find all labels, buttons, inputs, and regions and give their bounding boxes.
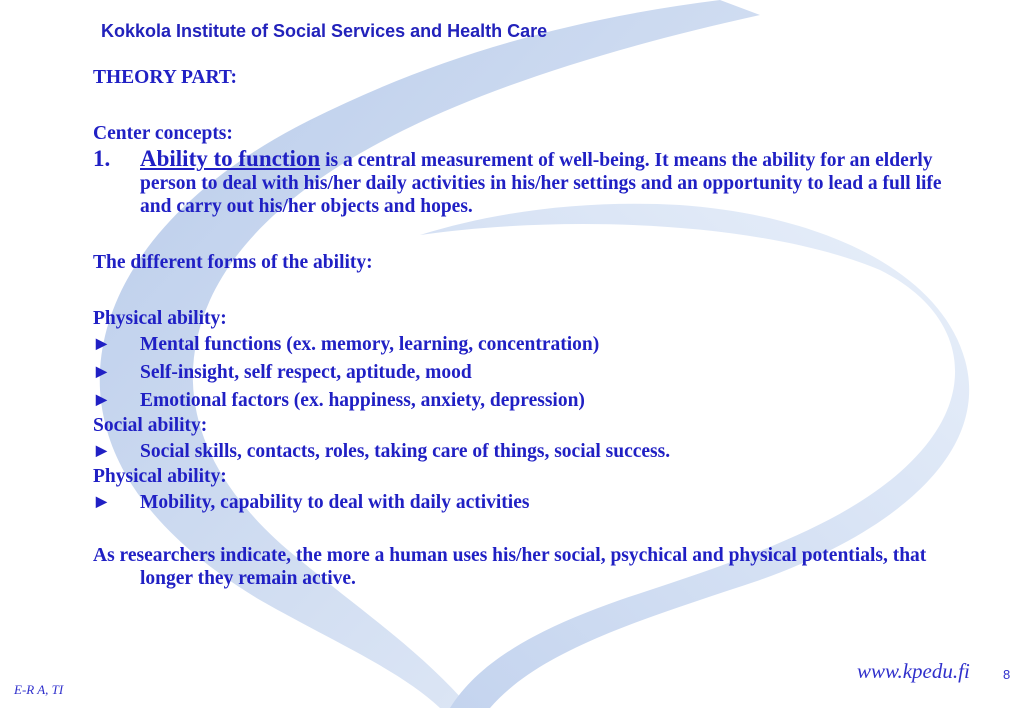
physical-ability-label-2: Physical ability: xyxy=(93,466,227,487)
item-number: 1. xyxy=(93,146,111,171)
forms-heading: The different forms of the ability: xyxy=(93,252,373,273)
numbered-item-1 xyxy=(93,147,973,218)
physical-ability-label: Physical ability: xyxy=(93,308,227,329)
list-item xyxy=(93,488,973,516)
item-body xyxy=(140,147,973,218)
theory-heading: THEORY PART: xyxy=(93,67,237,88)
item-description: is a central measurement of well-being. It means the ability for an elderly person to deal with his/her daily activities in his/her settings and an opportunity to lead a full life and carry out his/her objects and hopes. xyxy=(140,150,942,217)
conclusion-paragraph: As researchers indicate, the more a human uses his/her social, psychical and physical potentials, that longer they remain active. xyxy=(93,545,927,589)
right-triangle-bullet-icon: ▶ xyxy=(96,494,107,510)
bullet-text: Self-insight, self respect, aptitude, mood xyxy=(140,361,472,383)
center-concepts-heading: Center concepts: xyxy=(93,123,233,144)
right-triangle-bullet-icon: ▶ xyxy=(96,392,107,408)
term-ability-to-function: Ability to function xyxy=(140,146,321,171)
bullet-text: Emotional factors (ex. happiness, anxiety, depression) xyxy=(140,389,585,411)
list-item xyxy=(93,386,973,414)
bullet-text: Mental functions (ex. memory, learning, concentration) xyxy=(140,333,600,355)
social-ability-label: Social ability: xyxy=(93,415,208,436)
bullet-text: Social skills, contacts, roles, taking care of things, social success. xyxy=(140,440,671,462)
website-link[interactable]: www.kpedu.fi xyxy=(857,659,970,683)
list-item xyxy=(93,358,973,386)
bullet-text: Mobility, capability to deal with daily activities xyxy=(140,491,530,513)
list-item xyxy=(93,437,973,465)
page-number: 8 xyxy=(1003,667,1011,682)
list-item xyxy=(93,330,973,358)
author-initials: E-R A, TI xyxy=(14,682,64,697)
slide-content xyxy=(93,66,973,590)
institute-title: Kokkola Institute of Social Services and Health Care xyxy=(101,21,548,41)
right-triangle-bullet-icon: ▶ xyxy=(96,443,107,459)
right-triangle-bullet-icon: ▶ xyxy=(96,364,107,380)
right-triangle-bullet-icon: ▶ xyxy=(96,336,107,352)
